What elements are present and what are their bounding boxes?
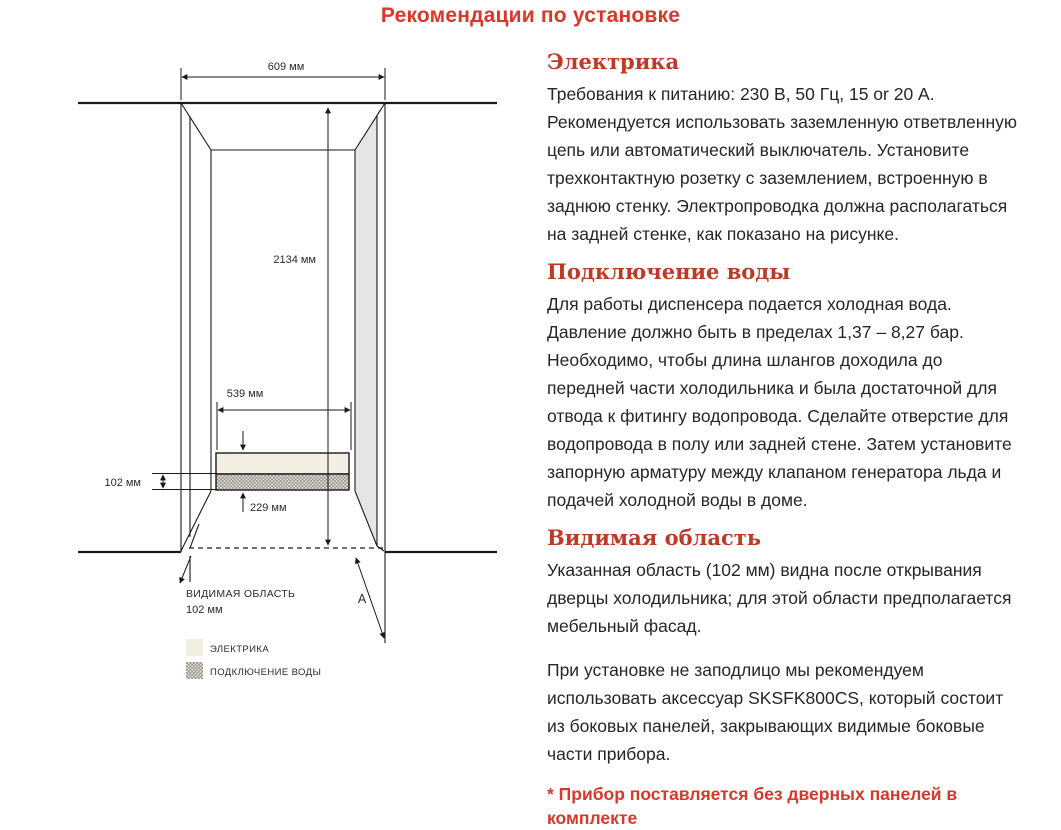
legend-water-swatch bbox=[186, 662, 203, 679]
section-visible-area bbox=[547, 526, 1017, 768]
section-water-paragraph: Для работы диспенсера подается холодная вода. Давление должно быть в пределах 1,37 – 8,27 бар. Необходимо, чтобы длина шлангов доходила до передней части холодильника и была достаточной для отвода к фитингу водопровода. Сделайте отверстие для водопровода в полу или задней стене. Затем установите запорную арматуру между клапаном генератора льда и подачей холодной воды в доме. bbox=[547, 294, 1012, 510]
section-water-heading: Подключение воды bbox=[547, 259, 791, 284]
dim-609-label: 609 мм bbox=[267, 61, 305, 73]
section-water bbox=[547, 260, 1017, 514]
legend bbox=[186, 639, 321, 679]
page-title: Рекомендации по установке bbox=[380, 4, 681, 27]
view-a-label: А bbox=[357, 592, 367, 606]
dim-102-label: 102 мм bbox=[104, 477, 141, 489]
niche-outline bbox=[78, 103, 497, 643]
section-visible-area-heading: Видимая область bbox=[547, 525, 762, 550]
section-visible-area-paragraph-1: Указанная область (102 мм) видна после открывания дверцы холодильника; для этой области предполагается мебельный фасад. bbox=[547, 560, 1012, 636]
legend-electric-swatch bbox=[186, 639, 203, 656]
section-visible-area-paragraph-2: При установке не заподлицо мы рекомендуем использовать аксессуар SKSFK800CS, который состоит из боковых панелей, закрывающих видимые боковые части прибора. bbox=[547, 660, 1004, 764]
side-panel-shaded bbox=[355, 105, 384, 546]
dim-539-label: 539 мм bbox=[226, 388, 264, 400]
visible-area-value: 102 мм bbox=[186, 604, 223, 616]
section-electric-paragraph: Требования к питанию: 230 В, 50 Гц, 15 or 20 А. Рекомендуется использовать заземленную ответвленную цепь или автоматический выключатель. Установите трехконтактную розетку с заземлением, встроенную в заднюю стенку. Электропроводка должна располагаться на задней стенке, как показано на рисунке. bbox=[547, 84, 1017, 244]
section-electric bbox=[547, 50, 1017, 248]
dimension-lines bbox=[152, 68, 385, 638]
section-electric-heading: Электрика bbox=[547, 49, 680, 74]
installation-diagram bbox=[0, 0, 540, 743]
footnote: * Прибор поставляется без дверных панелей в комплекте bbox=[547, 784, 958, 828]
legend-electric-label: ЭЛЕКТРИКА bbox=[210, 644, 270, 655]
legend-water-label: ПОДКЛЮЧЕНИЕ ВОДЫ bbox=[210, 667, 322, 678]
dim-229-label: 229 мм bbox=[250, 502, 287, 514]
electric-zone-box bbox=[216, 453, 349, 474]
dim-2134-label: 2134 мм bbox=[273, 254, 316, 266]
water-zone-box bbox=[216, 474, 349, 490]
content-column bbox=[547, 50, 1017, 830]
visible-area-label: ВИДИМАЯ ОБЛАСТЬ bbox=[186, 588, 296, 600]
